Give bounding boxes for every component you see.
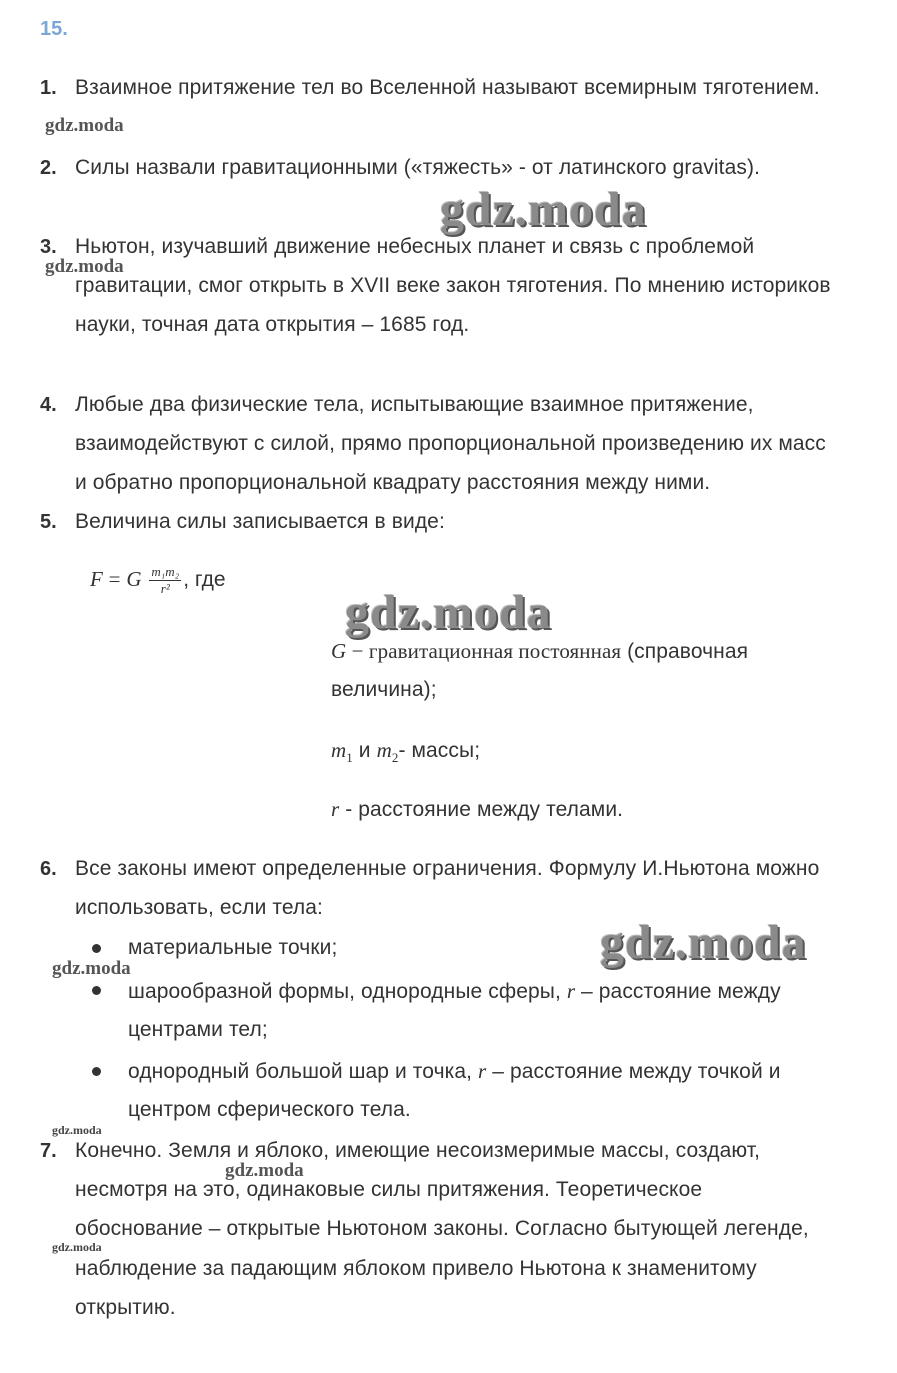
bullet-dot [92,944,101,953]
definition-m1-sub: 1 [346,750,353,766]
answer-4-line-2: взаимодействуют с силой, прямо пропорциональной произведению их масс [75,432,826,455]
watermark: gdz.moda [345,586,552,639]
answer-number-5: 5. [40,511,57,533]
definition-r [331,797,623,822]
answer-7-line-2: несмотря на это, одинаковые силы притяжения. Теоретическое [75,1178,703,1201]
answer-7-line-1: Конечно. Земля и яблоко, имеющие несоизмеримые массы, создают, [75,1139,761,1162]
answer-number-7: 7. [40,1140,57,1162]
definition-g-line-2: величина); [331,678,437,701]
formula-denominator: r² [160,581,170,596]
formula-lhs: F [90,567,103,592]
answer-number-1: 1. [40,77,57,99]
gravity-formula [90,564,226,597]
definition-g-symbol: G [331,639,347,663]
bullet-3-pre: однородный большой шар и точка, [128,1060,479,1083]
bullet-dot [92,986,101,995]
answer-number-2: 2. [40,157,57,179]
definition-m1: m [331,738,347,762]
definition-m2-sub: 2 [391,750,399,766]
bullet-item-2 [128,979,781,1004]
answer-4-line-3: и обратно пропорциональной квадрату расстояния между ними. [75,471,711,494]
definition-mass-text: - массы; [398,739,481,762]
watermark: gdz.moda [45,115,124,136]
definition-and: и [352,739,377,762]
page-title: 15. [40,18,68,40]
definition-g-tail: (справочная [621,640,749,663]
answer-5-line-1: Величина силы записывается в виде: [75,510,445,533]
formula-fraction [149,564,181,597]
definition-m2: m [376,738,392,762]
definition-g-text: − гравитационная постоянная [346,639,622,663]
answer-number-4: 4. [40,394,57,416]
answer-6-line-1: Все законы имеют определенные ограничения. Формулу И.Ньютона можно [75,857,820,880]
formula-equals: = [108,567,121,592]
bullet-item-3-line-2: центром сферического тела. [128,1098,411,1121]
answer-7-line-4: наблюдение за падающим яблоком привело Ньютона к знаменитому [75,1257,757,1280]
watermark: gdz.moda [600,916,807,969]
answer-6-line-2: использовать, если тела: [75,896,323,919]
answer-1-line-1: Взаимное притяжение тел во Вселенной называют всемирным тяготением. [75,76,820,99]
bullet-3-symbol: r [478,1059,487,1083]
bullet-item-3 [128,1059,781,1084]
answer-3-line-3: науки, точная дата открытия – 1685 год. [75,313,470,336]
watermark: gdz.moda [52,1240,102,1254]
bullet-dot [92,1067,101,1076]
watermark: gdz.moda [225,1160,304,1181]
formula-numerator: m₁m₂ [151,564,180,579]
answer-7-line-3: обоснование – открытые Ньютоном законы. Согласно бытующей легенде, [75,1217,809,1240]
bullet-2-pre: шарообразной формы, однородные сферы, [128,980,567,1003]
watermark: gdz.moda [45,256,124,277]
answer-number-6: 6. [40,858,57,880]
answer-2-line-1: Силы назвали гравитационными («тяжесть» - от латинского gravitas). [75,156,761,179]
bullet-3-post: – расстояние между точкой и [486,1060,781,1083]
watermark: gdz.moda [52,1123,102,1137]
definition-r-symbol: r [331,797,340,821]
bullet-2-symbol: r [566,979,576,1003]
formula-g: G [126,567,142,592]
answer-4-line-1: Любые два физические тела, испытывающие взаимное притяжение, [75,393,754,416]
bullet-item-1: материальные точки; [128,936,338,959]
answer-3-line-1: Ньютон, изучавший движение небесных планет и связь с проблемой [75,235,755,258]
definition-r-text: - расстояние между телами. [339,798,624,821]
answer-number-3: 3. [40,236,57,258]
formula-suffix: , где [183,568,226,592]
bullet-item-2-line-2: центрами тел; [128,1018,268,1041]
answer-3-line-2: гравитации, смог открыть в XVII веке закон тяготения. По мнению историков [75,274,831,297]
definition-masses [331,738,480,766]
definition-g [331,639,748,664]
answer-7-line-5: открытию. [75,1296,176,1319]
watermark: gdz.moda [440,183,647,236]
bullet-2-post: – расстояние между [575,980,781,1003]
watermark: gdz.moda [52,958,131,979]
